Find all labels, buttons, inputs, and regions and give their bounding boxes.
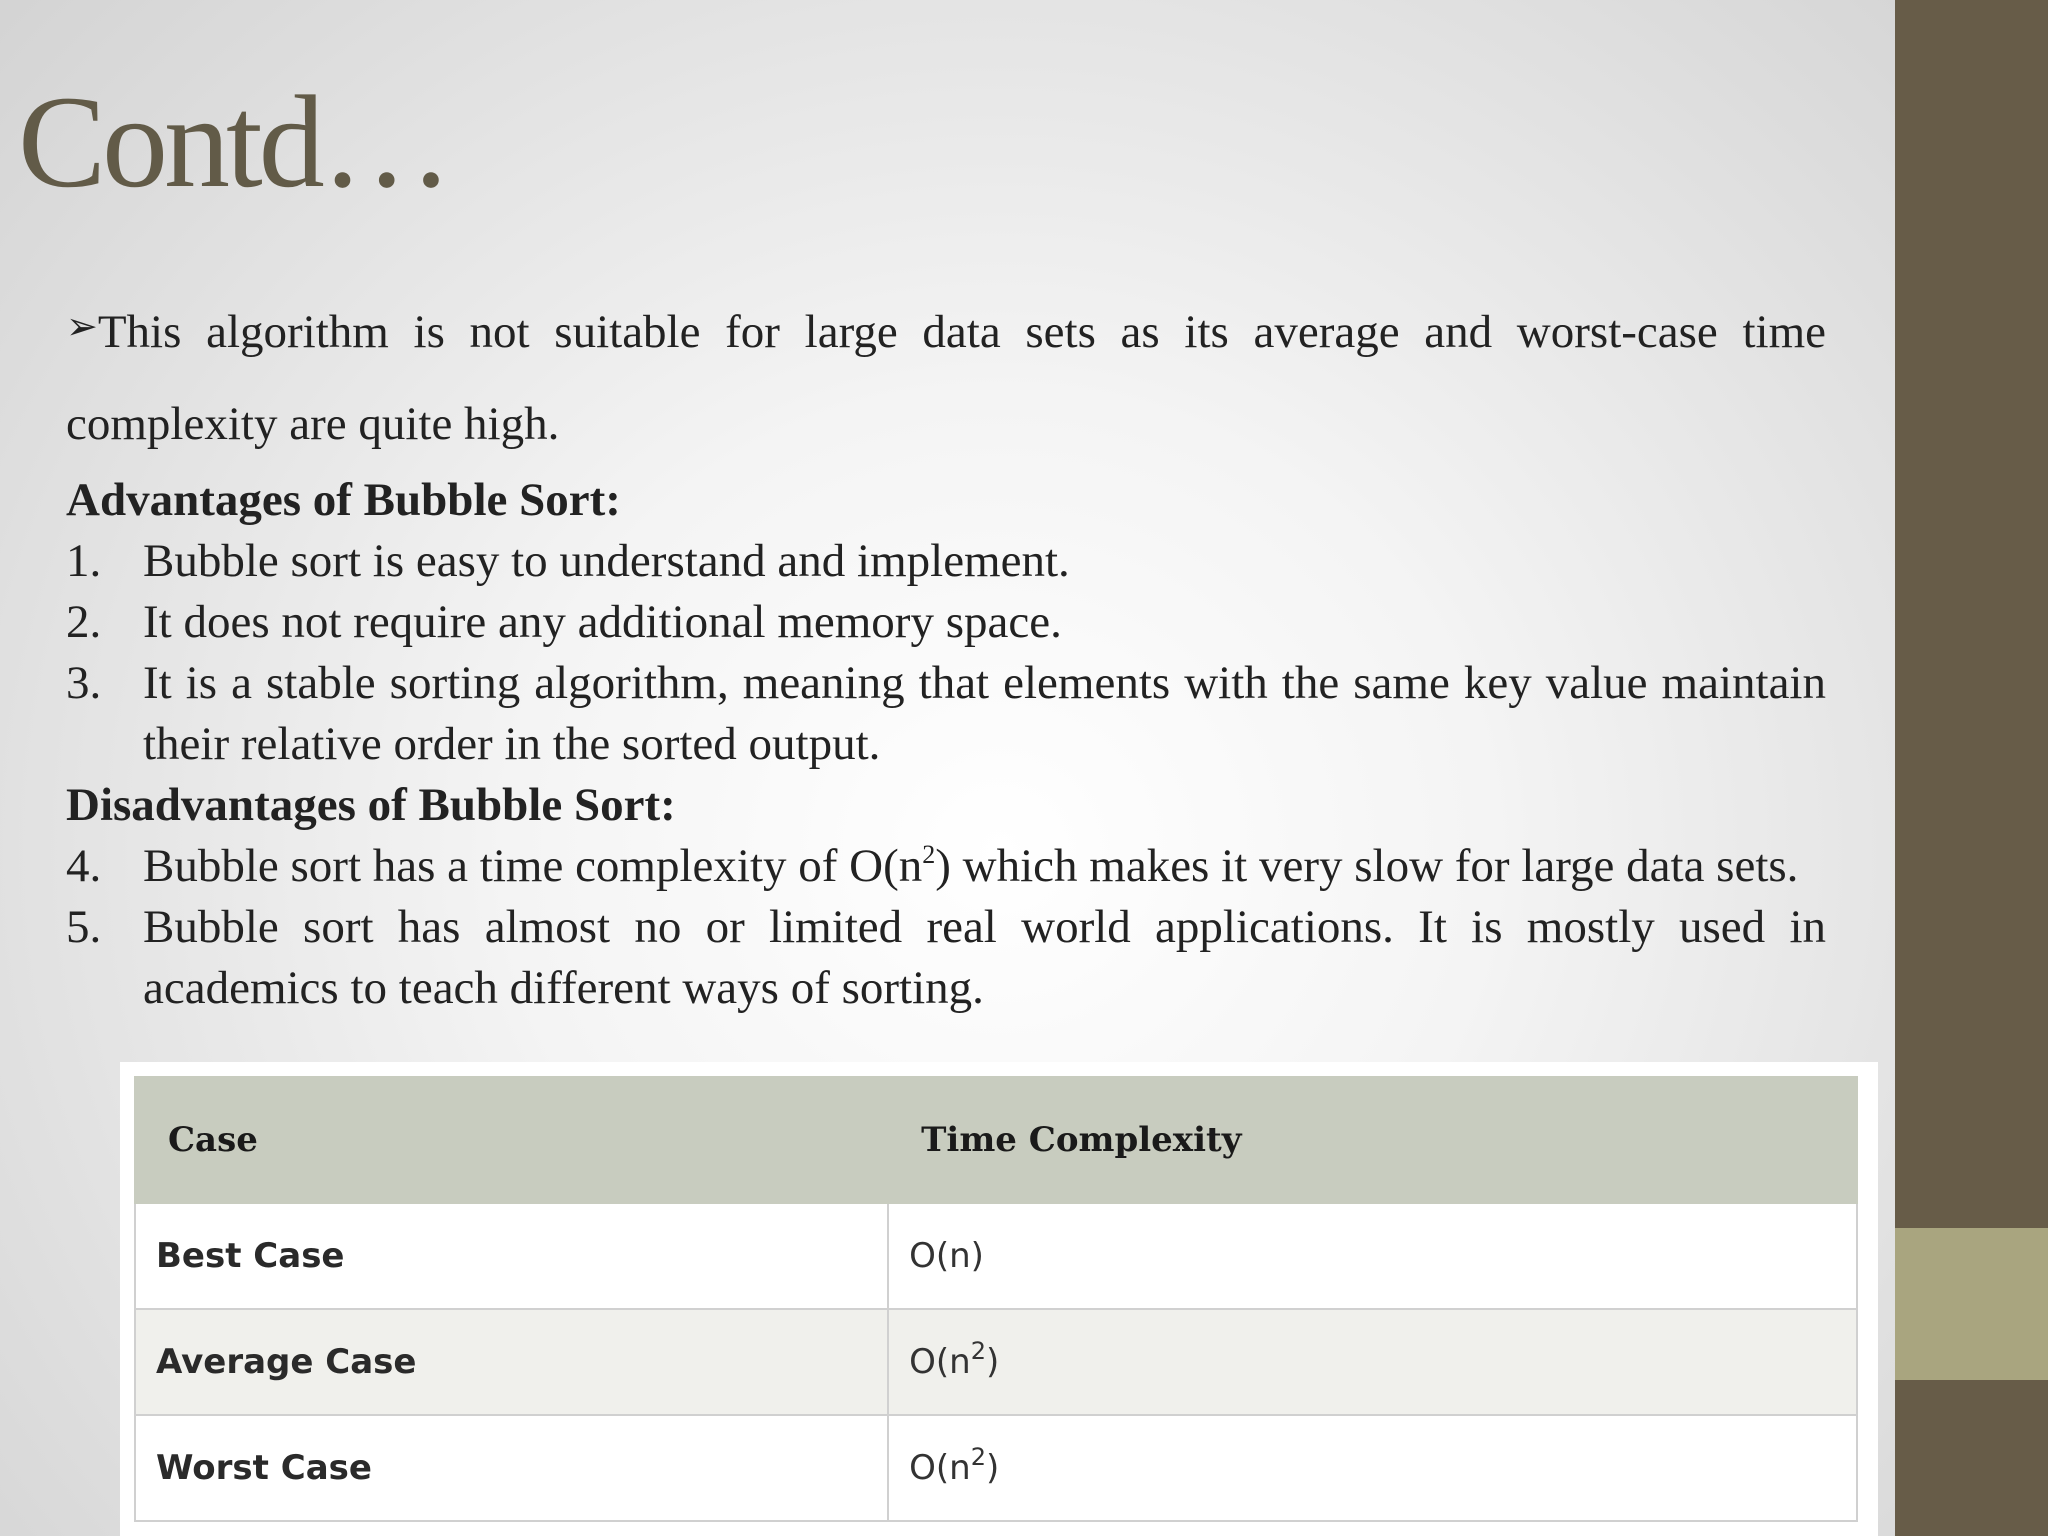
complexity-cell bbox=[888, 1203, 1857, 1309]
slide-body bbox=[66, 280, 1826, 1019]
column-header-case: Case bbox=[135, 1077, 888, 1203]
item-number: 4. bbox=[66, 840, 102, 892]
column-header-time-complexity: Time Complexity bbox=[888, 1077, 1857, 1203]
complexity-cell bbox=[888, 1309, 1857, 1415]
complexity-close: ) bbox=[985, 1448, 1000, 1488]
item-text-after: ) which makes it very slow for large data sets. bbox=[935, 840, 1799, 892]
arrowhead-bullet-icon: ➢ bbox=[66, 304, 98, 348]
case-cell: Best Case bbox=[135, 1203, 888, 1309]
list-item bbox=[66, 531, 1826, 592]
table-row bbox=[135, 1203, 1857, 1309]
table-row bbox=[135, 1309, 1857, 1415]
complexity-base: O(n bbox=[909, 1342, 971, 1382]
intro-paragraph bbox=[66, 280, 1826, 470]
disadvantages-heading: Disadvantages of Bubble Sort: bbox=[66, 779, 676, 831]
slide-title: Contd… bbox=[18, 68, 449, 215]
side-accent-block bbox=[1895, 1228, 2048, 1380]
case-cell: Average Case bbox=[135, 1309, 888, 1415]
item-number: 1. bbox=[66, 535, 102, 587]
item-number: 2. bbox=[66, 596, 102, 648]
list-item bbox=[66, 836, 1826, 897]
complexity-table-frame bbox=[120, 1062, 1878, 1536]
table-row bbox=[135, 1415, 1857, 1521]
item-text: It does not require any additional memory space. bbox=[143, 596, 1062, 648]
advantages-list bbox=[66, 531, 1826, 775]
disadvantages-list bbox=[66, 836, 1826, 1019]
complexity-close: ) bbox=[985, 1342, 1000, 1382]
complexity-cell bbox=[888, 1415, 1857, 1521]
list-item bbox=[66, 592, 1826, 653]
item-text: Bubble sort has almost no or limited real world applications. It is mostly used in academics to teach different ways of sorting. bbox=[143, 901, 1826, 1014]
exponent: 2 bbox=[922, 840, 936, 869]
complexity-exponent: 2 bbox=[970, 1443, 986, 1471]
table-header-row bbox=[135, 1077, 1857, 1203]
complexity-exponent: 2 bbox=[970, 1337, 986, 1365]
complexity-base: O(n) bbox=[909, 1236, 984, 1276]
complexity-base: O(n bbox=[909, 1448, 971, 1488]
intro-text: This algorithm is not suitable for large data sets as its average and worst-case time complexity are quite high. bbox=[66, 306, 1826, 450]
list-item bbox=[66, 897, 1826, 1019]
item-text: It is a stable sorting algorithm, meaning that elements with the same key value maintain their relative order in the sorted output. bbox=[143, 657, 1826, 770]
item-number: 3. bbox=[66, 657, 102, 709]
item-text: Bubble sort is easy to understand and implement. bbox=[143, 535, 1070, 587]
complexity-table bbox=[134, 1076, 1858, 1522]
case-cell: Worst Case bbox=[135, 1415, 888, 1521]
list-item bbox=[66, 653, 1826, 775]
advantages-heading: Advantages of Bubble Sort: bbox=[66, 474, 621, 526]
item-number: 5. bbox=[66, 901, 102, 953]
item-text-before: Bubble sort has a time complexity of O(n bbox=[143, 840, 923, 892]
